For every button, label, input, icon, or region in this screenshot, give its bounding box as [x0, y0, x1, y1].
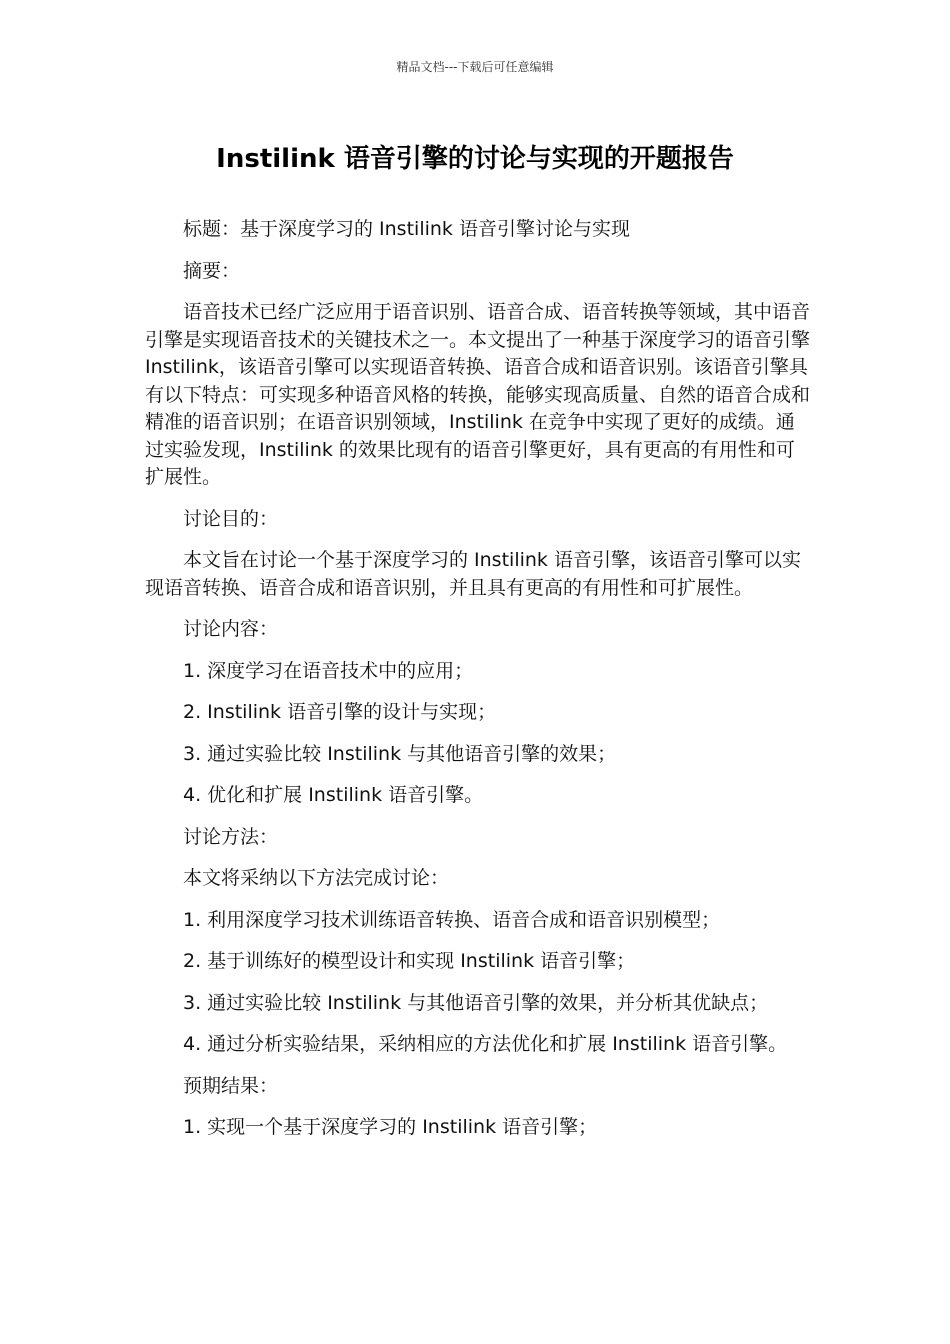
heading-expected-results: 预期结果：	[183, 1074, 279, 1097]
list-item-content-4: 4. 优化和扩展 Instilink 语音引擎。	[183, 784, 484, 806]
paragraph-purpose: 本文旨在讨论一个基于深度学习的 Instilink 语音引擎，该语音引擎可以实现语音转换、语音合成和语音识别，并且具有更高的有用性和可扩展性。	[145, 549, 801, 599]
list-item-method-3: 3. 通过实验比较 Instilink 与其他语音引擎的效果，并分析其优缺点；	[183, 991, 769, 1014]
document-title: Instilink 语音引擎的讨论与实现的开题报告	[216, 144, 734, 174]
paragraph-subject: 标题：基于深度学习的 Instilink 语音引擎讨论与实现	[183, 218, 630, 240]
list-item-method-1: 1. 利用深度学习技术训练语音转换、语音合成和语音识别模型；	[183, 908, 721, 931]
heading-method: 讨论方法：	[183, 825, 279, 848]
heading-content: 讨论内容：	[183, 618, 279, 640]
list-item-content-1: 1. 深度学习在语音技术中的应用；	[183, 659, 474, 682]
list-item-result-1: 1. 实现一个基于深度学习的 Instilink 语音引擎；	[183, 1116, 598, 1138]
list-item-content-3: 3. 通过实验比较 Instilink 与其他语音引擎的效果；	[183, 742, 617, 765]
paragraph-abstract: 语音技术已经广泛应用于语音识别、语音合成、语音转换等领域，其中语音引擎是实现语音技术的关键技术之一。本文提出了一种基于深度学习的语音引擎 Instilink，该语音引擎可以实现语音转换、语音合成和语音识别。该语音引擎具有以下特点：可实现多种语音风格的转换，能够实现高质量、自然的语音合成和精准的语音识别；在语音识别领域，Instilink 在竞争中实现了更好的成绩。通过实验发现，Instilink 的效果比现有的语音引擎更好，具有更高的有用性和可扩展性。	[145, 301, 811, 488]
document-body	[145, 216, 810, 1156]
page-header: 精品文档---下载后可任意编辑	[396, 60, 554, 74]
heading-purpose: 讨论目的：	[183, 507, 279, 530]
list-item-method-2: 2. 基于训练好的模型设计和实现 Instilink 语音引擎；	[183, 950, 636, 972]
paragraph-method-intro: 本文将采纳以下方法完成讨论：	[183, 867, 450, 889]
list-item-method-4: 4. 通过分析实验结果，采纳相应的方法优化和扩展 Instilink 语音引擎。	[183, 1033, 788, 1055]
heading-abstract: 摘要：	[183, 259, 241, 282]
list-item-content-2: 2. Instilink 语音引擎的设计与实现；	[183, 701, 497, 723]
